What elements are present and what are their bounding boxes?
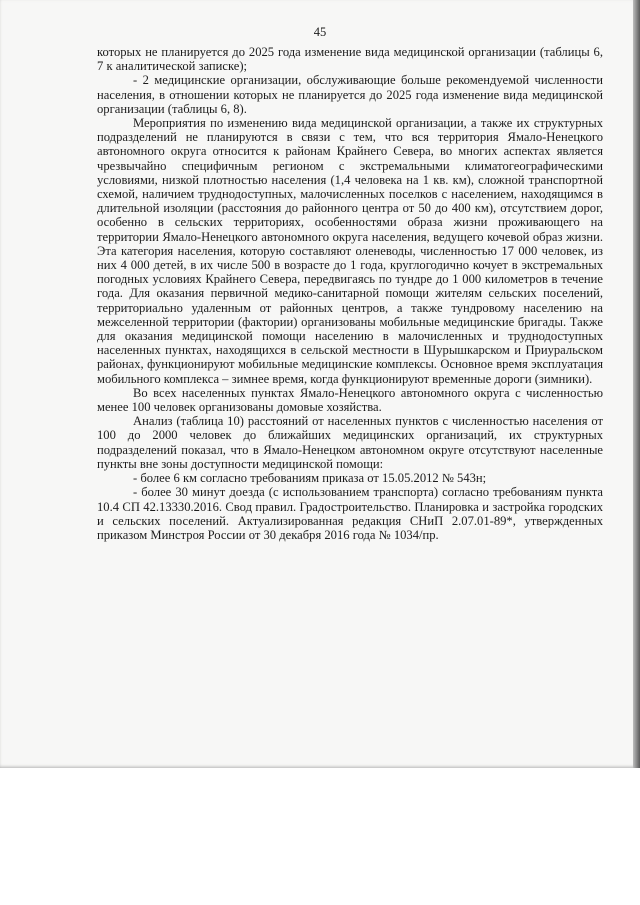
paragraph-1: которых не планируется до 2025 года изменение вида медицинской организации (таблицы 6, 7 к аналитической записке); (97, 45, 603, 74)
document-body (97, 45, 603, 542)
paragraph-3: Мероприятия по изменению вида медицинской организации, а также их структурных подразделений не планируются в связи с тем, что вся территория Ямало-Ненецкого автономного округа относится к районам Крайнего Севера, во многих аспектах является чрезвычайно специфичным регионом с экстремальными климатогеографическими условиями, низкой плотностью населения (1,4 человека на 1 кв. км), сложной транспортной схемой, наличием труднодоступных, малочисленных поселков с населением, находящимся в длительной изоляции (расстояния до районного центра от 50 до 400 км), отсутствием дорог, особенно в сельских территориях, особенностями образа жизни проживающего на территории Ямало-Ненецкого автономного округа населения, ведущего кочевой образ жизни. Эта категория населения, которую составляют оленеводы, численностью 17 000 человек, из них 4 000 детей, в их числе 500 в возрасте до 1 года, круглогодично кочует в экстремальных погодных условиях Крайнего Севера, передвигаясь по тундре до 1 000 километров в течение года. Для оказания первичной медико-санитарной помощи жителям сельских поселений, территориально удаленным от районных центров, а также тундровому населению на межселенной территории (фактории) организованы мобильные медицинские бригады. Также для оказания медицинской помощи населению в малочисленных и труднодоступных населенных пунктах, находящихся в сельской местности в Шурышкарском и Приуральском районах, функционируют мобильные медицинские комплексы. Основное время эксплуатация мобильного комплекса – зимнее время, когда функционируют временные дороги (зимники). (97, 116, 603, 386)
blank-area-below-page (0, 768, 640, 905)
paragraph-6: - более 6 км согласно требованиям приказа от 15.05.2012 № 543н; (133, 471, 487, 486)
page-number: 45 (313, 25, 327, 39)
paragraph-2: - 2 медицинские организации, обслуживающие больше рекомендуемой численности населения, в отношении которых не планируется до 2025 года изменение вида медицинской организации (таблицы 6, 8). (97, 73, 603, 116)
paragraph-5: Анализ (таблица 10) расстояний от населенных пунктов с численностью населения от 100 до 2000 человек до ближайших медицинских организаций, их структурных подразделений показал, что в Ямало-Ненецком автономном округе отсутствуют населенные пункты вне зоны доступности медицинской помощи: (97, 414, 603, 471)
paragraph-7: - более 30 минут доезда (с использованием транспорта) согласно требованиям пункта 10.4 СП 42.13330.2016. Свод правил. Градостроительство. Планировка и застройка городских и сельских поселений. Актуализированная редакция СНиП 2.07.01-89*, утвержденных приказом Минстроя России от 30 декабря 2016 года № 1034/пр. (97, 485, 603, 542)
paragraph-4: Во всех населенных пунктах Ямало-Ненецкого автономного округа с численностью менее 100 человек организованы домовые хозяйства. (97, 385, 603, 415)
